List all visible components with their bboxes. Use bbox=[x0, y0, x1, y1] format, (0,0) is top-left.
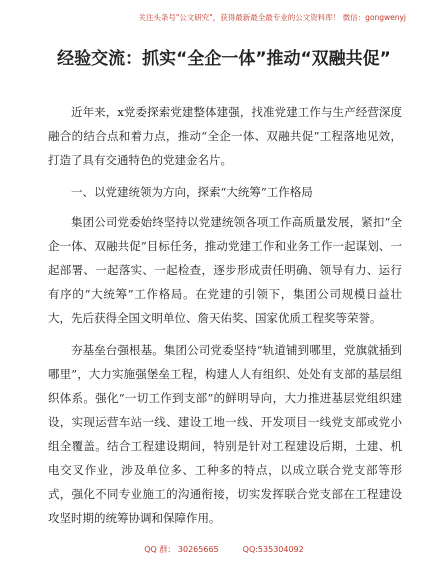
body-paragraph: 夯基垒台强根基。集团公司党委坚持“轨道铺到哪里，党旗就插到哪里”，大力实施强堡垒工程，构建人人有组织、处处有支部的基层组织体系。强化“一切工作到支部”的鲜明导向，大力推进基层党组织建设，实现运营车站一线、建设工地一线、开发项目一线党支部或党小组全覆盖。结合工程建设期间，特别是针对工程建设后期，土建、机电交叉作业，涉及单位多、工种多的特点，以成立联合党支部等形式，强化不同专业施工的沟通衔接，切实发挥联合党支部在工程建设攻坚时期的统筹协调和保障作用。 bbox=[48, 343, 402, 525]
document-body bbox=[48, 100, 402, 538]
footer-qq: QQ:535304092 bbox=[242, 545, 304, 554]
section-heading: 一、以党建统领为方向，探索“大统筹”工作格局 bbox=[71, 185, 313, 199]
footer-qq-group: QQ 群： 30265665 bbox=[144, 545, 219, 554]
top-banner: 关注头条号"公文研究"，获得最新最全最专业的公文资料库！ 微信：gongwenyj bbox=[138, 13, 406, 22]
document-title: 经验交流：抓实“全企一体”推动“双融共促” bbox=[57, 49, 391, 69]
footer bbox=[0, 544, 448, 555]
body-paragraph: 集团公司党委始终坚持以党建统领各项工作高质量发展，紧扣“全企一体、双融共促”目标任务，推动党建工作和业务工作一起谋划、一起部署、一起落实、一起检查，逐步形成责任明确、领导有力、运行有序的“大统筹”工作格局。在党建的引领下，集团公司规模日益壮大，先后获得全国文明单位、詹天佑奖、国家优质工程奖等荣誉。 bbox=[48, 215, 402, 325]
intro-paragraph: 近年来，x党委探索党建整体建强，找准党建工作与生产经营深度融合的结合点和着力点，推动“全企一体、双融共促”工程落地见效，打造了具有交通特色的党建金名片。 bbox=[48, 105, 402, 167]
